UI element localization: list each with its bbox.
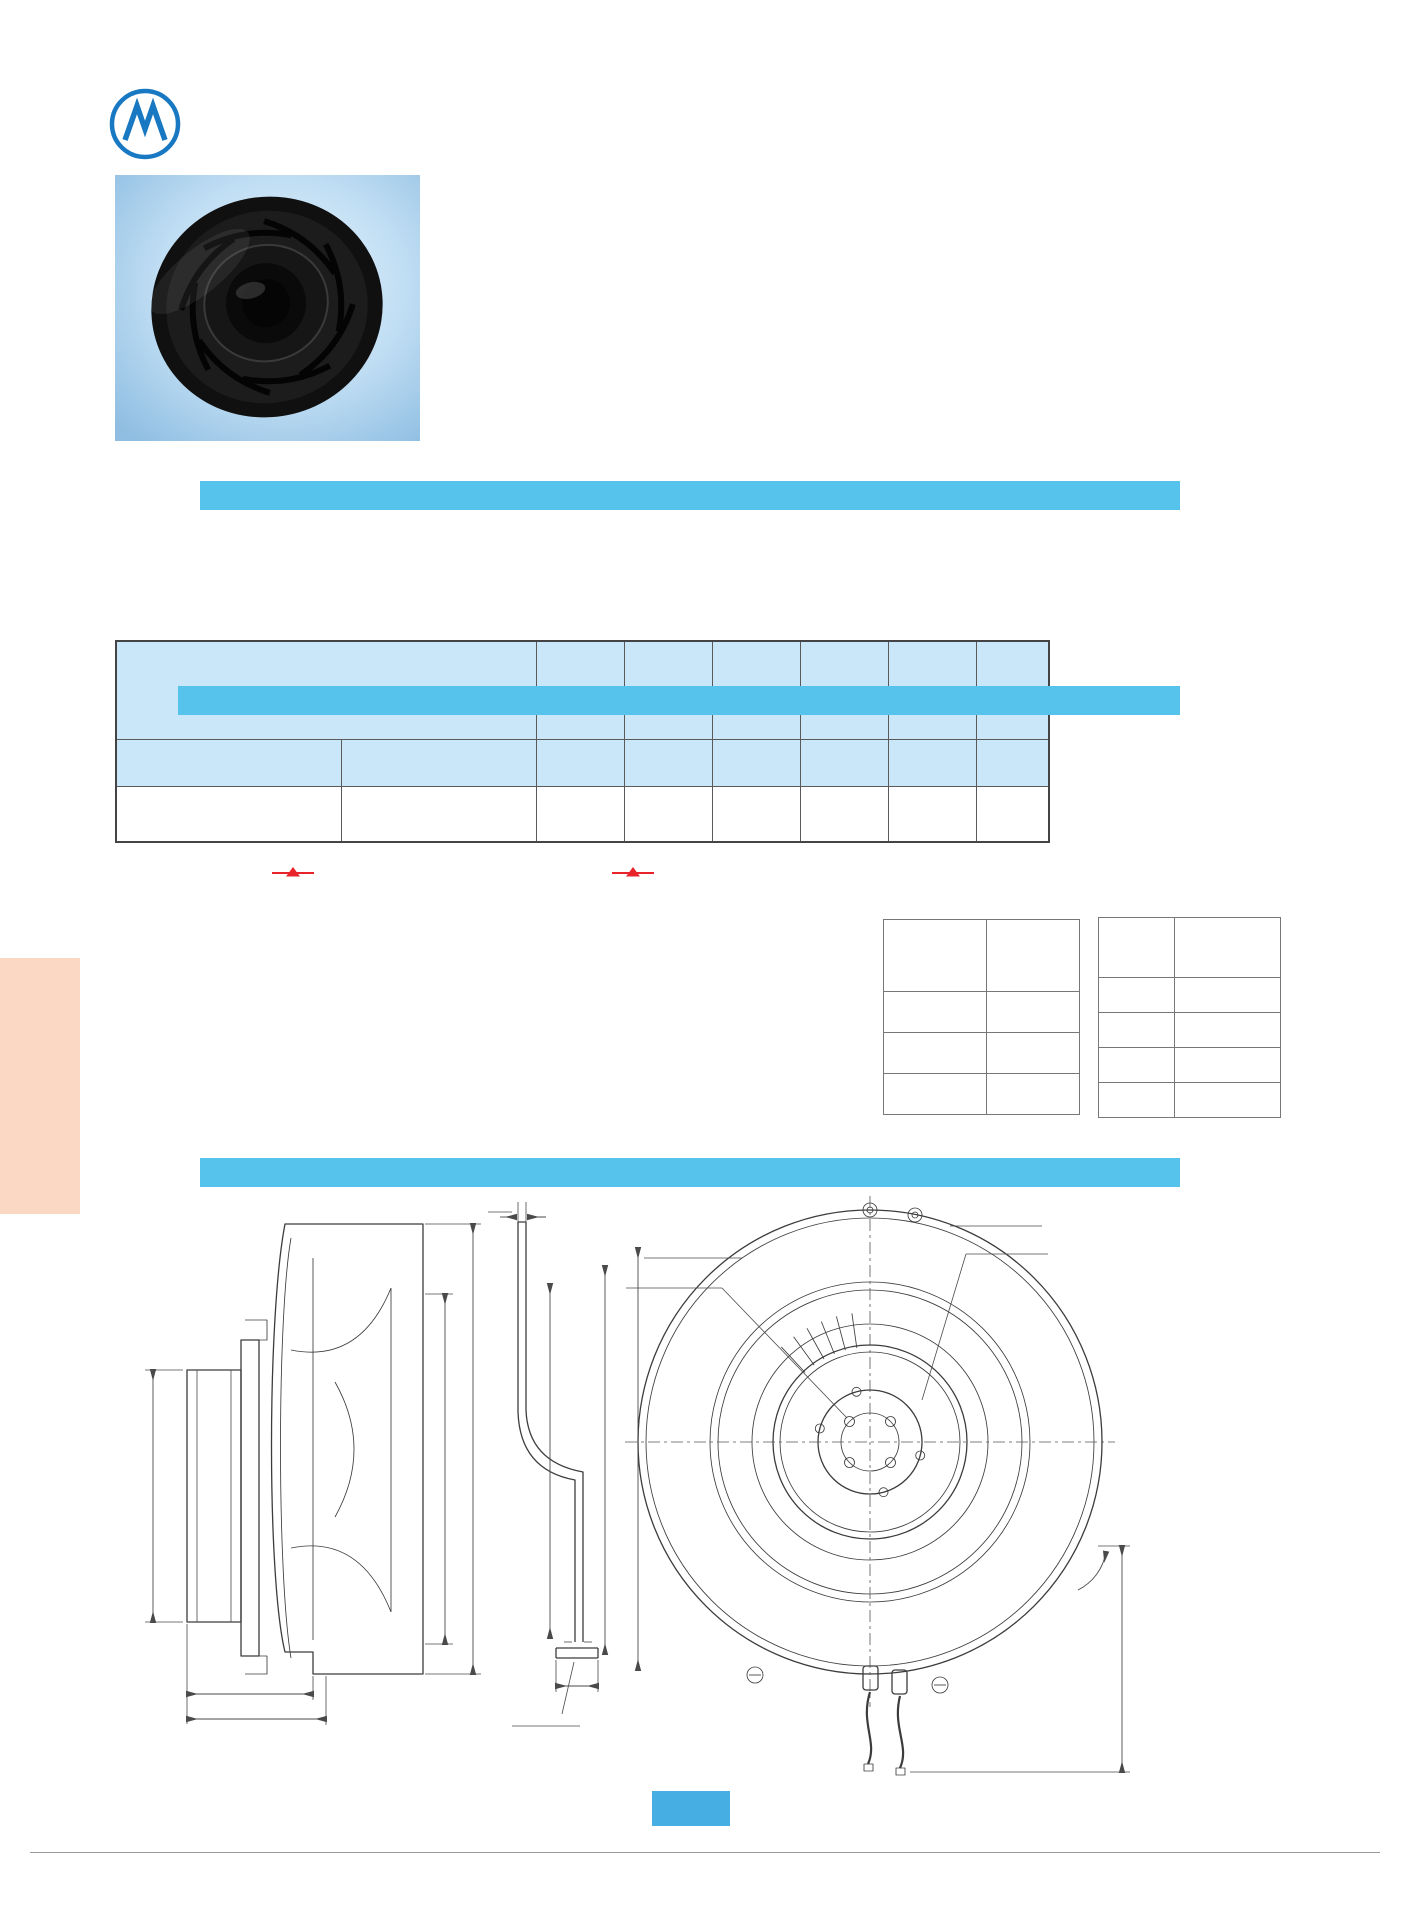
table-row: [116, 787, 1049, 842]
spec-rotation-en: [748, 364, 998, 390]
drawing-side-view: [145, 1224, 481, 1725]
sidebar-band: [0, 958, 80, 1214]
footer-divider: [30, 1852, 1380, 1853]
product-photo-fan-image: [115, 175, 420, 441]
chart-q-psf: [120, 898, 420, 1048]
chart-q-pin: [494, 898, 794, 1048]
spec-thermal-en: [748, 416, 998, 442]
spec-protection-en: [748, 288, 998, 314]
spec-insulation-cn: [505, 339, 745, 365]
section-bar-dimensions: [200, 1158, 1180, 1187]
legend-marker-icon: [612, 866, 654, 878]
chart-legend-qpsf: [258, 866, 328, 878]
legend-marker-icon: [272, 866, 314, 878]
table-row: [884, 1074, 1080, 1115]
table-header-row: [884, 920, 1080, 992]
specs-chinese: [505, 262, 745, 441]
section-bar-params: [200, 481, 1180, 510]
spec-thermal-cn: [505, 416, 745, 442]
spec-protection-cn: [505, 288, 745, 314]
spec-insulation-en: [748, 339, 998, 365]
table-row: [1099, 978, 1281, 1013]
logo-m-icon: [125, 106, 165, 140]
specs-english: [748, 262, 998, 441]
table-row: [884, 1033, 1080, 1074]
section-bar-curves: [178, 686, 1180, 715]
control-cable-table: [1098, 917, 1281, 1118]
spec-material-en: [748, 262, 998, 288]
spec-rotation-cn: [505, 364, 745, 390]
spec-material-cn: [505, 262, 745, 288]
table-row: [1099, 1048, 1281, 1083]
page-subtitle: [505, 224, 531, 255]
page-title: [505, 176, 519, 221]
vent-grill: [781, 1313, 857, 1372]
spec-approvals-en: [748, 313, 998, 339]
spec-duty-en: [748, 390, 998, 416]
spec-approvals-cn: [505, 313, 745, 339]
spec-duty-cn: [505, 390, 745, 416]
drawing-profile-view: [488, 1202, 638, 1726]
page-number-badge: [652, 1791, 730, 1826]
dimension-drawings: [100, 1192, 1340, 1780]
brand-logo: [100, 72, 420, 172]
table-header-row: [1099, 918, 1281, 978]
params-table: [115, 640, 1050, 843]
chart-legend-qpin: [598, 866, 668, 878]
table-row: [884, 992, 1080, 1033]
table-row: [1099, 1013, 1281, 1048]
table-row: [1099, 1083, 1281, 1118]
table-subheader-row: [116, 740, 1049, 787]
power-cable-table: [883, 919, 1080, 1115]
drawing-front-view: [625, 1196, 1130, 1775]
